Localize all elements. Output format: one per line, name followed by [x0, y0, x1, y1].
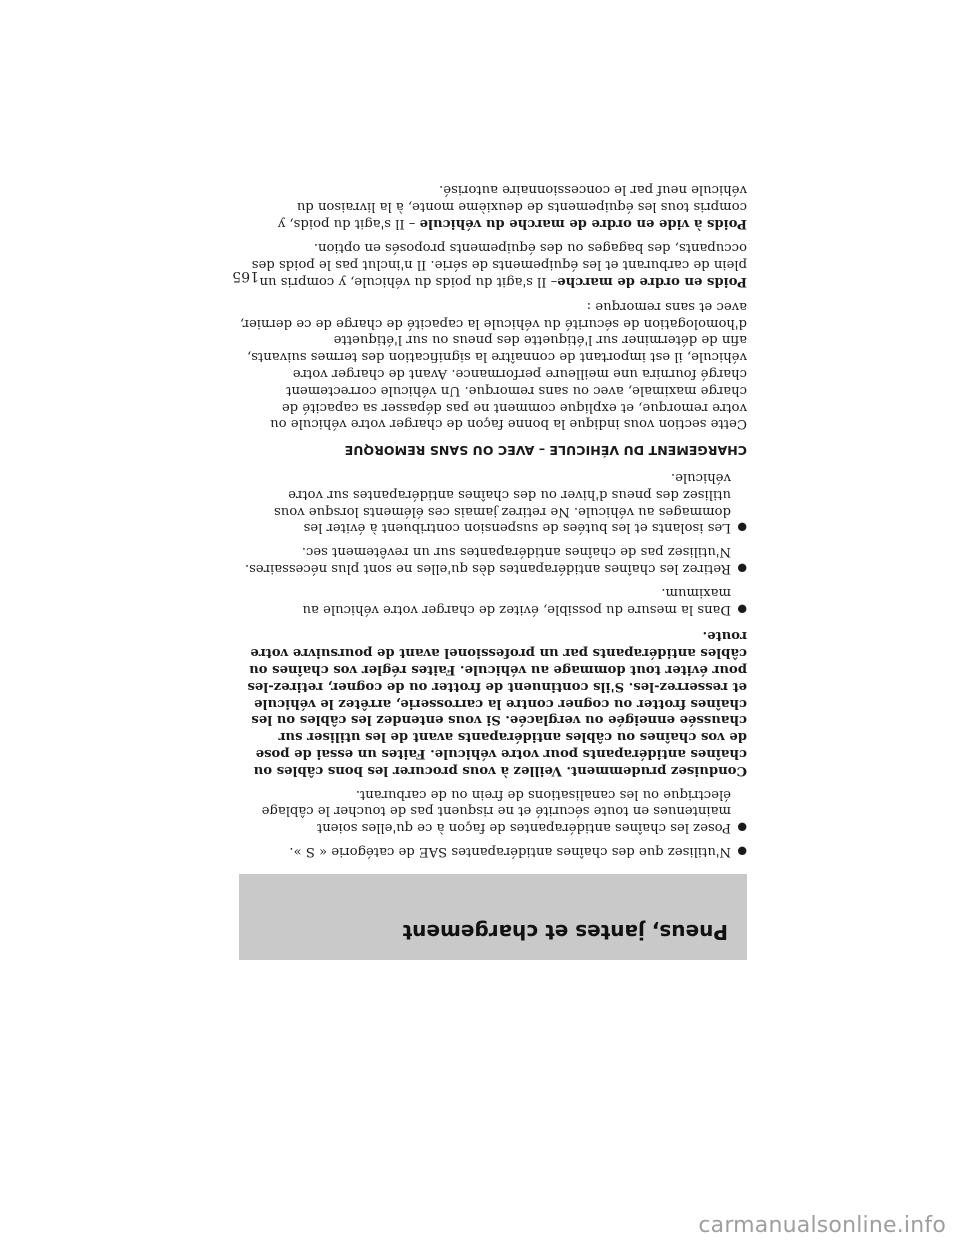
bullet-item: [239, 842, 747, 859]
bullet-item: [239, 542, 747, 576]
bullet-item: [239, 468, 747, 535]
page-content: [239, 172, 747, 859]
definition-curb-weight: [239, 239, 747, 289]
section-header-bar: [239, 874, 747, 960]
definition-term: Poids en ordre de marche: [557, 274, 747, 290]
definition-text: – Il s'agit du poids du véhicule, y compris un plein de carburant et les équipements de série. Il n'inclut pas le poids des occupants, des bagages ou des équipements proposés en option.: [251, 240, 747, 290]
section-header-title: Pneus, jantes et chargement: [402, 920, 728, 944]
warning-paragraph: Conduisez prudemment. Veillez à vous procurer les bons câbles ou chaînes antidérapants pour votre véhicule. Faites un essai de pose de vos chaînes ou câbles antidérapants avant de les utiliser sur chaussée enneigée ou verglacée. Si vous entendez les câbles ou les chaînes frotter ou cogner contre la carrosserie, arrêtez le véhicule et resserrez-les. S'ils continuent de frotter ou de cogner, retirez-les pour éviter tout dommage au véhicule. Faites régler vos chaînes ou câbles antidérapants par un professionel avant de poursuivre votre route.: [247, 628, 747, 778]
bullet-text: N'utilisez que des chaînes antidérapantes SAE de catégorie « S ».: [289, 844, 731, 859]
bullet-text: Retirez les chaînes antidérapantes dès qu'elles ne sont plus nécessaires. N'utilisez pas de chaînes antidérapantes sur un revêtement sec.: [244, 544, 731, 577]
bullet-icon: ●: [737, 562, 747, 576]
bullet-item: [239, 785, 747, 835]
bullet-text: Dans la mesure du possible, évitez de charger votre véhicule au maximum.: [302, 584, 731, 617]
watermark: carmanualsonline.info: [698, 1213, 946, 1238]
bullet-icon: ●: [737, 521, 747, 535]
bullet-item: [239, 583, 747, 617]
definition-text: – Il s'agit du poids, y compris tous les équipements de deuxième monte, à la livraison du véhicule neuf par le concessionnaire autorisé.: [277, 182, 747, 231]
section-heading: CHARGEMENT DU VÉHICULE – AVEC OU SANS REMORQUE: [344, 443, 747, 459]
bullet-text: Les isolants et les butées de suspension contribuent à éviter les dommages au véhicule. Ne retirez jamais ces éléments lorsque vous utilisez des pneus d'hiver ou des chaînes antidérapantes sur votre véhicule.: [273, 470, 731, 536]
bullet-text: Posez les chaînes antidérapantes de façon à ce qu'elles soient maintenues en toute sécurité et ne risquent pas de toucher le câblage électrique ou les canalisations de frein ou de carburant.: [261, 786, 731, 836]
page-number: 165: [232, 268, 259, 284]
bullet-icon: ●: [737, 821, 747, 835]
definition-base-curb-weight: [239, 180, 747, 230]
bullet-icon: ●: [737, 845, 747, 858]
intro-paragraph: Cette section vous indique la bonne façon de charger votre véhicule ou votre remorque, et explique comment ne pas dépasser sa capacité de charge maximale, avec ou sans remorque. Un véhicule correctement chargé fournira une meilleure performance. Avant de charger votre véhicule, il est important de connaître la signification des termes suivants, afin de déterminer sur l'étiquette des pneus ou sur l'étiquette d'homologation de sécurité du véhicule la capacité de charge de ce dernier, avec et sans remorque :: [239, 298, 747, 432]
bullet-icon: ●: [737, 602, 747, 616]
definition-term: Poids à vide en ordre de marche du véhicule: [419, 215, 747, 231]
